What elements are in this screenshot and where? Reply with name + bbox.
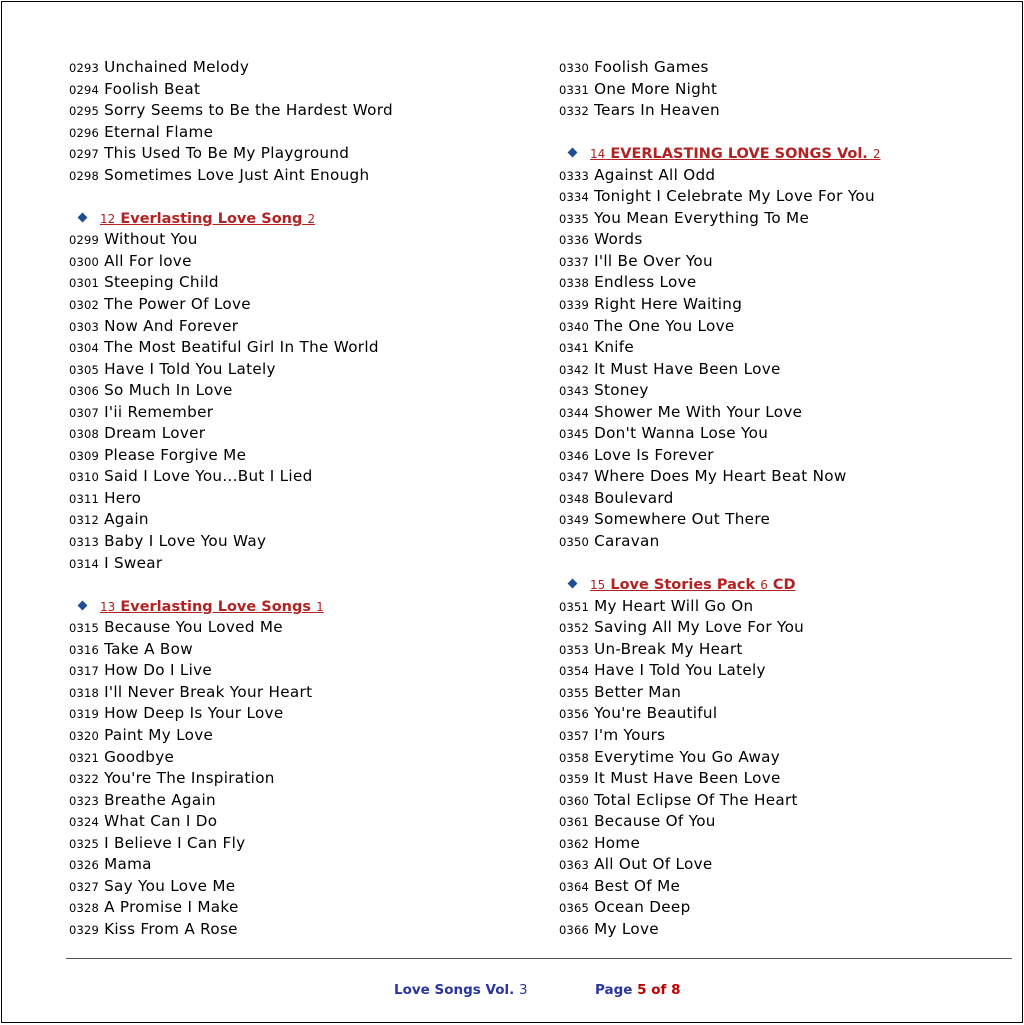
- song-row: [69, 875, 519, 897]
- song-number: 0354: [559, 664, 590, 679]
- song-number: 0343: [559, 384, 590, 399]
- song-title: It Must Have Been Love: [594, 359, 781, 378]
- section-volume: 6: [760, 578, 768, 593]
- song-number: 0293: [69, 61, 100, 75]
- song-row: [559, 767, 1009, 789]
- song-title: Without You: [104, 230, 198, 249]
- song-title: So Much In Love: [104, 381, 233, 400]
- footer-page-label: Page: [595, 982, 633, 998]
- song-title: Saving All My Love For You: [594, 618, 805, 637]
- song-title: My Heart Will Go On: [594, 596, 754, 615]
- song-number: 0299: [69, 233, 100, 248]
- section-title: [100, 599, 324, 615]
- song-row: [69, 918, 519, 940]
- song-number: 0313: [69, 535, 100, 550]
- song-row: [69, 724, 519, 746]
- song-number: 0337: [559, 254, 590, 269]
- song-number: 0326: [69, 858, 100, 873]
- song-title: I Swear: [104, 553, 163, 572]
- diamond-bullet-icon: [568, 579, 578, 589]
- song-number: 0346: [559, 448, 590, 463]
- section-number: 13: [100, 599, 116, 614]
- song-row: [69, 99, 519, 121]
- song-row: [559, 918, 1009, 940]
- song-row: [559, 78, 1009, 100]
- song-number: 0344: [559, 405, 590, 420]
- song-row: [559, 530, 1009, 552]
- song-row: [559, 250, 1009, 272]
- song-row: [69, 250, 519, 272]
- song-number: 0310: [69, 470, 100, 485]
- section-heading: [559, 142, 1009, 164]
- song-row: [559, 465, 1009, 487]
- song-number: 0355: [559, 685, 590, 700]
- song-row: [69, 315, 519, 337]
- song-row: [559, 853, 1009, 875]
- song-title: Caravan: [594, 532, 660, 551]
- song-title: I'll Never Break Your Heart: [104, 682, 313, 701]
- song-title: All For love: [104, 251, 192, 270]
- song-title: Sorry Seems to Be the Hardest Word: [104, 101, 393, 120]
- song-row: [559, 401, 1009, 423]
- section-heading: [559, 573, 1009, 595]
- song-number: 0316: [69, 642, 100, 657]
- song-title: Dream Lover: [104, 424, 206, 443]
- section-name: Everlasting Love Song: [120, 210, 303, 227]
- song-number: 0349: [559, 513, 590, 528]
- song-row: [559, 702, 1009, 724]
- song-row: [559, 487, 1009, 509]
- song-row: [559, 271, 1009, 293]
- song-title: Have I Told You Lately: [104, 359, 276, 378]
- song-number: 0301: [69, 276, 100, 291]
- song-row: [559, 616, 1009, 638]
- song-row: [559, 164, 1009, 186]
- section-volume: 2: [307, 211, 316, 226]
- song-row: [69, 896, 519, 918]
- song-row: [559, 379, 1009, 401]
- song-number: 0319: [69, 707, 100, 722]
- right-song-column: [559, 56, 1009, 939]
- song-row: [69, 702, 519, 724]
- song-number: 0295: [69, 104, 100, 119]
- song-row: [69, 465, 519, 487]
- section-heading: [69, 207, 519, 229]
- song-title: A Promise I Make: [104, 898, 239, 917]
- song-row: [69, 56, 519, 78]
- song-number: 0321: [69, 750, 100, 765]
- song-row: [559, 724, 1009, 746]
- song-number: 0339: [559, 298, 590, 313]
- song-title: Stoney: [594, 381, 649, 400]
- song-number: 0361: [559, 815, 590, 830]
- song-row: [559, 336, 1009, 358]
- footer-series: [394, 982, 528, 998]
- song-number: 0322: [69, 772, 100, 787]
- section-spacer: [69, 185, 519, 207]
- song-number: 0351: [559, 599, 590, 614]
- song-row: [69, 422, 519, 444]
- song-title: Un-Break My Heart: [594, 639, 743, 658]
- song-title: I'ii Remember: [104, 402, 214, 421]
- song-row: [69, 832, 519, 854]
- section-spacer: [559, 552, 1009, 574]
- song-number: 0365: [559, 901, 590, 916]
- song-row: [69, 293, 519, 315]
- song-row: [69, 121, 519, 143]
- song-title: One More Night: [594, 79, 718, 98]
- song-number: 0307: [69, 405, 100, 420]
- song-row: [559, 56, 1009, 78]
- song-number: 0345: [559, 427, 590, 442]
- section-heading: [69, 595, 519, 617]
- footer-page-of: of: [651, 982, 667, 998]
- song-number: 0350: [559, 535, 590, 550]
- song-row: [69, 853, 519, 875]
- song-title: Boulevard: [594, 488, 674, 507]
- section-number: 15: [590, 578, 606, 593]
- song-title: I Believe I Can Fly: [104, 833, 246, 852]
- song-title: Everytime You Go Away: [594, 747, 781, 766]
- song-number: 0305: [69, 362, 100, 377]
- song-row: [559, 185, 1009, 207]
- song-number: 0334: [559, 190, 590, 205]
- song-row: [559, 659, 1009, 681]
- song-title: My Love: [594, 919, 659, 938]
- song-number: 0364: [559, 879, 590, 894]
- song-number: 0296: [69, 125, 100, 140]
- song-row: [69, 789, 519, 811]
- song-title: Endless Love: [594, 273, 697, 292]
- footer-series-volume: 3: [518, 982, 528, 998]
- song-row: [559, 681, 1009, 703]
- song-number: 0302: [69, 298, 100, 313]
- song-number: 0323: [69, 793, 100, 808]
- song-number: 0347: [559, 470, 590, 485]
- song-title: Foolish Games: [594, 58, 709, 76]
- song-number: 0366: [559, 922, 590, 937]
- song-row: [559, 293, 1009, 315]
- song-row: [69, 616, 519, 638]
- song-row: [559, 810, 1009, 832]
- song-row: [69, 336, 519, 358]
- song-row: [69, 659, 519, 681]
- song-row: [69, 358, 519, 380]
- song-number: 0311: [69, 491, 100, 506]
- song-title: Tears In Heaven: [594, 101, 720, 120]
- song-row: [69, 487, 519, 509]
- song-number: 0308: [69, 427, 100, 442]
- section-spacer: [559, 121, 1009, 143]
- song-title: Unchained Melody: [104, 58, 250, 76]
- song-title: Again: [104, 510, 149, 529]
- song-row: [559, 638, 1009, 660]
- left-song-column: [69, 56, 519, 939]
- diamond-bullet-icon: [78, 212, 88, 222]
- song-number: 0342: [559, 362, 590, 377]
- song-number: 0294: [69, 82, 100, 97]
- footer-divider: [66, 958, 1012, 959]
- song-number: 0312: [69, 513, 100, 528]
- song-number: 0318: [69, 685, 100, 700]
- song-row: [69, 164, 519, 186]
- song-row: [69, 552, 519, 574]
- song-number: 0358: [559, 750, 590, 765]
- section-volume: 1: [316, 599, 324, 614]
- song-title: Hero: [104, 488, 142, 507]
- song-row: [559, 207, 1009, 229]
- catalog-page: [1, 1, 1023, 1023]
- diamond-bullet-icon: [568, 148, 578, 158]
- song-title: Tonight I Celebrate My Love For You: [594, 187, 875, 206]
- song-title: Breathe Again: [104, 790, 216, 809]
- song-title: Best Of Me: [594, 876, 681, 895]
- song-title: What Can I Do: [104, 812, 218, 831]
- song-title: Foolish Beat: [104, 79, 201, 98]
- song-row: [559, 228, 1009, 250]
- song-row: [69, 746, 519, 768]
- song-title: Right Here Waiting: [594, 295, 743, 314]
- song-title: Don't Wanna Lose You: [594, 424, 769, 443]
- song-row: [69, 638, 519, 660]
- song-number: 0357: [559, 728, 590, 743]
- song-number: 0356: [559, 707, 590, 722]
- song-number: 0336: [559, 233, 590, 248]
- song-title: Against All Odd: [594, 165, 716, 184]
- song-row: [69, 401, 519, 423]
- song-number: 0306: [69, 384, 100, 399]
- song-title: Goodbye: [104, 747, 175, 766]
- song-title: You're Beautiful: [594, 704, 718, 723]
- song-row: [559, 422, 1009, 444]
- song-title: Eternal Flame: [104, 122, 214, 141]
- song-number: 0352: [559, 621, 590, 636]
- song-title: The Power Of Love: [104, 295, 251, 314]
- song-row: [559, 832, 1009, 854]
- song-title: How Do I Live: [104, 661, 213, 680]
- song-number: 0333: [559, 168, 590, 183]
- song-number: 0298: [69, 168, 100, 183]
- song-row: [69, 444, 519, 466]
- song-row: [559, 99, 1009, 121]
- song-row: [69, 228, 519, 250]
- song-number: 0327: [69, 879, 100, 894]
- song-number: 0363: [559, 858, 590, 873]
- song-number: 0360: [559, 793, 590, 808]
- song-title: It Must Have Been Love: [594, 769, 781, 788]
- song-row: [559, 508, 1009, 530]
- diamond-bullet-icon: [78, 600, 88, 610]
- song-number: 0325: [69, 836, 100, 851]
- song-title: The One You Love: [594, 316, 735, 335]
- song-title: All Out Of Love: [594, 855, 713, 874]
- song-number: 0297: [69, 147, 100, 162]
- section-name: Love Stories Pack: [610, 577, 756, 594]
- song-row: [559, 315, 1009, 337]
- song-row: [69, 767, 519, 789]
- song-title: You Mean Everything To Me: [594, 208, 810, 227]
- footer-series-name: Love Songs Vol.: [394, 982, 515, 998]
- song-title: Kiss From A Rose: [104, 919, 238, 938]
- song-row: [69, 681, 519, 703]
- song-number: 0324: [69, 815, 100, 830]
- song-title: Said I Love You...But I Lied: [104, 467, 313, 486]
- song-title: I'm Yours: [594, 725, 666, 744]
- song-row: [69, 379, 519, 401]
- song-number: 0304: [69, 341, 100, 356]
- song-row: [559, 789, 1009, 811]
- song-number: 0330: [559, 61, 590, 75]
- song-number: 0328: [69, 901, 100, 916]
- song-number: 0353: [559, 642, 590, 657]
- song-title: Knife: [594, 338, 635, 357]
- song-number: 0315: [69, 621, 100, 636]
- song-row: [559, 746, 1009, 768]
- song-row: [69, 530, 519, 552]
- song-number: 0329: [69, 922, 100, 937]
- song-title: Because Of You: [594, 812, 716, 831]
- section-name: EVERLASTING LOVE SONGS Vol.: [610, 146, 868, 163]
- song-title: Steeping Child: [104, 273, 219, 292]
- song-number: 0348: [559, 491, 590, 506]
- song-title: How Deep Is Your Love: [104, 704, 284, 723]
- song-number: 0335: [559, 211, 590, 226]
- song-number: 0320: [69, 728, 100, 743]
- song-title: Total Eclipse Of The Heart: [594, 790, 798, 809]
- section-number: 14: [590, 147, 606, 162]
- section-number: 12: [100, 211, 116, 226]
- section-name: Everlasting Love Songs: [120, 598, 311, 615]
- song-number: 0332: [559, 104, 590, 119]
- song-row: [559, 896, 1009, 918]
- song-row: [559, 595, 1009, 617]
- song-title: Words: [594, 230, 643, 249]
- song-title: You're The Inspiration: [104, 769, 275, 788]
- song-title: This Used To Be My Playground: [104, 144, 350, 163]
- song-title: Baby I Love You Way: [104, 532, 267, 551]
- song-title: Have I Told You Lately: [594, 661, 766, 680]
- song-title: Sometimes Love Just Aint Enough: [104, 165, 370, 184]
- footer-page-number: [595, 982, 681, 998]
- song-number: 0309: [69, 448, 100, 463]
- song-number: 0362: [559, 836, 590, 851]
- song-row: [69, 78, 519, 100]
- song-title: Take A Bow: [104, 639, 193, 658]
- song-number: 0314: [69, 556, 100, 571]
- song-number: 0300: [69, 254, 100, 269]
- song-row: [69, 271, 519, 293]
- footer-page-total: 8: [671, 982, 681, 998]
- song-number: 0317: [69, 664, 100, 679]
- song-title: Ocean Deep: [594, 898, 691, 917]
- song-title: Now And Forever: [104, 316, 239, 335]
- section-spacer: [69, 573, 519, 595]
- song-title: I'll Be Over You: [594, 251, 713, 270]
- song-title: Love Is Forever: [594, 445, 714, 464]
- section-title: [590, 146, 881, 162]
- song-row: [559, 358, 1009, 380]
- section-tail: CD: [772, 577, 796, 594]
- song-title: Where Does My Heart Beat Now: [594, 467, 847, 486]
- section-title: [100, 211, 315, 227]
- song-title: Better Man: [594, 682, 682, 701]
- song-title: Home: [594, 833, 641, 852]
- song-row: [559, 444, 1009, 466]
- footer-page-current: 5: [637, 982, 647, 998]
- song-title: Please Forgive Me: [104, 445, 247, 464]
- song-title: Paint My Love: [104, 725, 214, 744]
- song-number: 0359: [559, 772, 590, 787]
- song-number: 0331: [559, 82, 590, 97]
- song-number: 0341: [559, 341, 590, 356]
- section-volume: 2: [872, 147, 881, 162]
- section-title: [590, 577, 796, 593]
- song-title: Because You Loved Me: [104, 618, 283, 637]
- song-title: The Most Beatiful Girl In The World: [104, 338, 379, 357]
- song-title: Somewhere Out There: [594, 510, 771, 529]
- song-row: [69, 142, 519, 164]
- song-title: Shower Me With Your Love: [594, 402, 803, 421]
- song-row: [559, 875, 1009, 897]
- song-row: [69, 508, 519, 530]
- song-number: 0338: [559, 276, 590, 291]
- song-number: 0303: [69, 319, 100, 334]
- song-title: Mama: [104, 855, 152, 874]
- song-title: Say You Love Me: [104, 876, 236, 895]
- song-row: [69, 810, 519, 832]
- song-number: 0340: [559, 319, 590, 334]
